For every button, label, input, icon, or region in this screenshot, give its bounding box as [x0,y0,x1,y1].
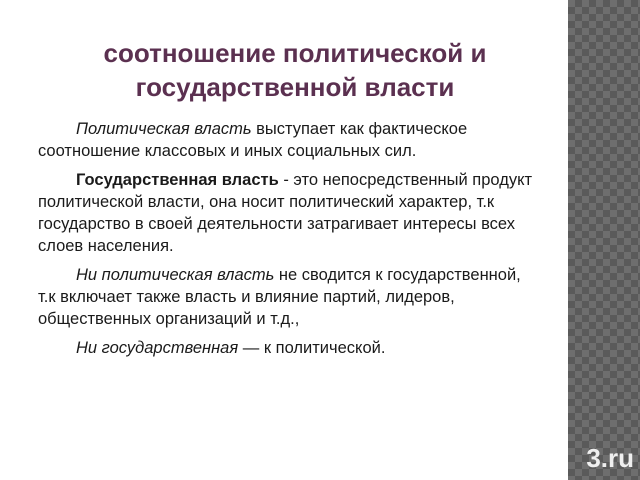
paragraph-text: выступает как фактическое соотношение классовых и иных социальных сил. [38,120,468,160]
paragraph-political-power [38,118,538,162]
paragraph-state-power [38,169,538,257]
term-political-power: Политическая власть [76,120,252,138]
paragraph-text: — к политической. [238,339,386,357]
term-state-power: Государственная власть [76,171,279,189]
slide-title: соотношение политической и государственной власти [103,38,487,102]
paragraph-not-reducible [38,264,538,330]
watermark: 3.ru [586,443,634,473]
paragraph-text: не сводится к государственной, т.к включает также власть и влияние партий, лидеров, общественных организаций и т.д., [38,266,521,328]
paragraph-nor-state [38,337,538,359]
term-neither-political: Ни политическая власть [76,266,275,284]
slide-body [38,118,538,366]
decorative-side-strip [568,0,640,480]
term-neither-state: Ни государственная [76,339,239,357]
paragraph-text: - это непосредственный продукт политической власти, она носит политический характер, т.к государство в своей деятельности затрагивает интересы всех слоев населения. [38,171,533,255]
